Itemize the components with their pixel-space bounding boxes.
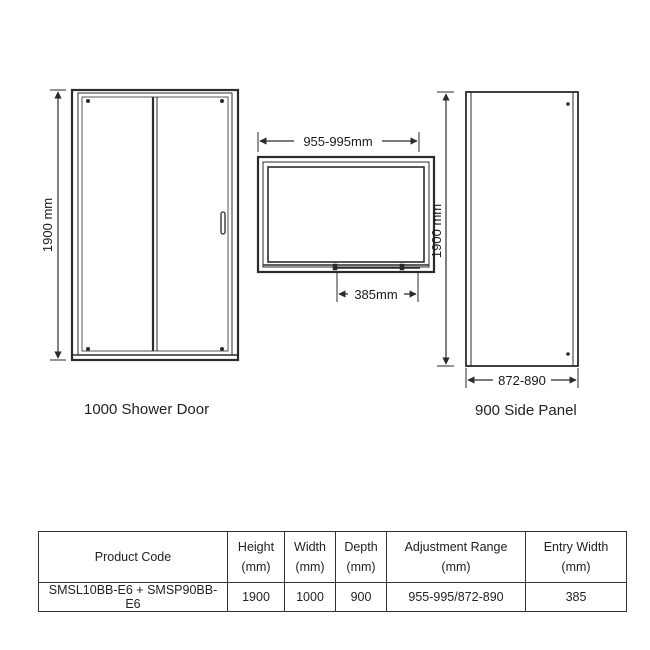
cell-product-code: SMSL10BB-E6 + SMSP90BB-E6 (39, 583, 228, 612)
header-adjustment-range: Adjustment Range (mm) (387, 532, 526, 583)
table-row (39, 583, 627, 612)
side-panel-caption: 900 Side Panel (475, 402, 577, 419)
side-panel-frame (466, 92, 578, 366)
door-outer-frame (72, 90, 238, 360)
plan-outer-frame (258, 157, 434, 272)
side-panel-elevation (437, 92, 578, 388)
cell-entry-width: 385 (526, 583, 627, 612)
plan-width-label: 955-995mm (303, 134, 373, 149)
cell-adjustment-range: 955-995/872-890 (387, 583, 526, 612)
door-caption: 1000 Shower Door (84, 401, 210, 418)
door-height-label: 1900 mm (40, 197, 55, 253)
header-width: Width (mm) (285, 532, 336, 583)
cell-width: 1000 (285, 583, 336, 612)
shower-door-elevation (50, 90, 238, 360)
side-panel-width-label: 872-890 (498, 373, 546, 388)
header-height: Height (mm) (228, 532, 285, 583)
cell-depth: 900 (336, 583, 387, 612)
specification-table (38, 531, 627, 612)
cell-height: 1900 (228, 583, 285, 612)
plan-opening-label: 385mm (354, 287, 398, 302)
spec-table-header-row (39, 532, 627, 583)
door-handle (221, 212, 225, 234)
plan-view (258, 132, 434, 302)
header-entry-width: Entry Width (mm) (526, 532, 627, 583)
header-product-code: Product Code (39, 532, 228, 583)
side-panel-height-label: 1900 mm (429, 203, 444, 259)
header-depth: Depth (mm) (336, 532, 387, 583)
